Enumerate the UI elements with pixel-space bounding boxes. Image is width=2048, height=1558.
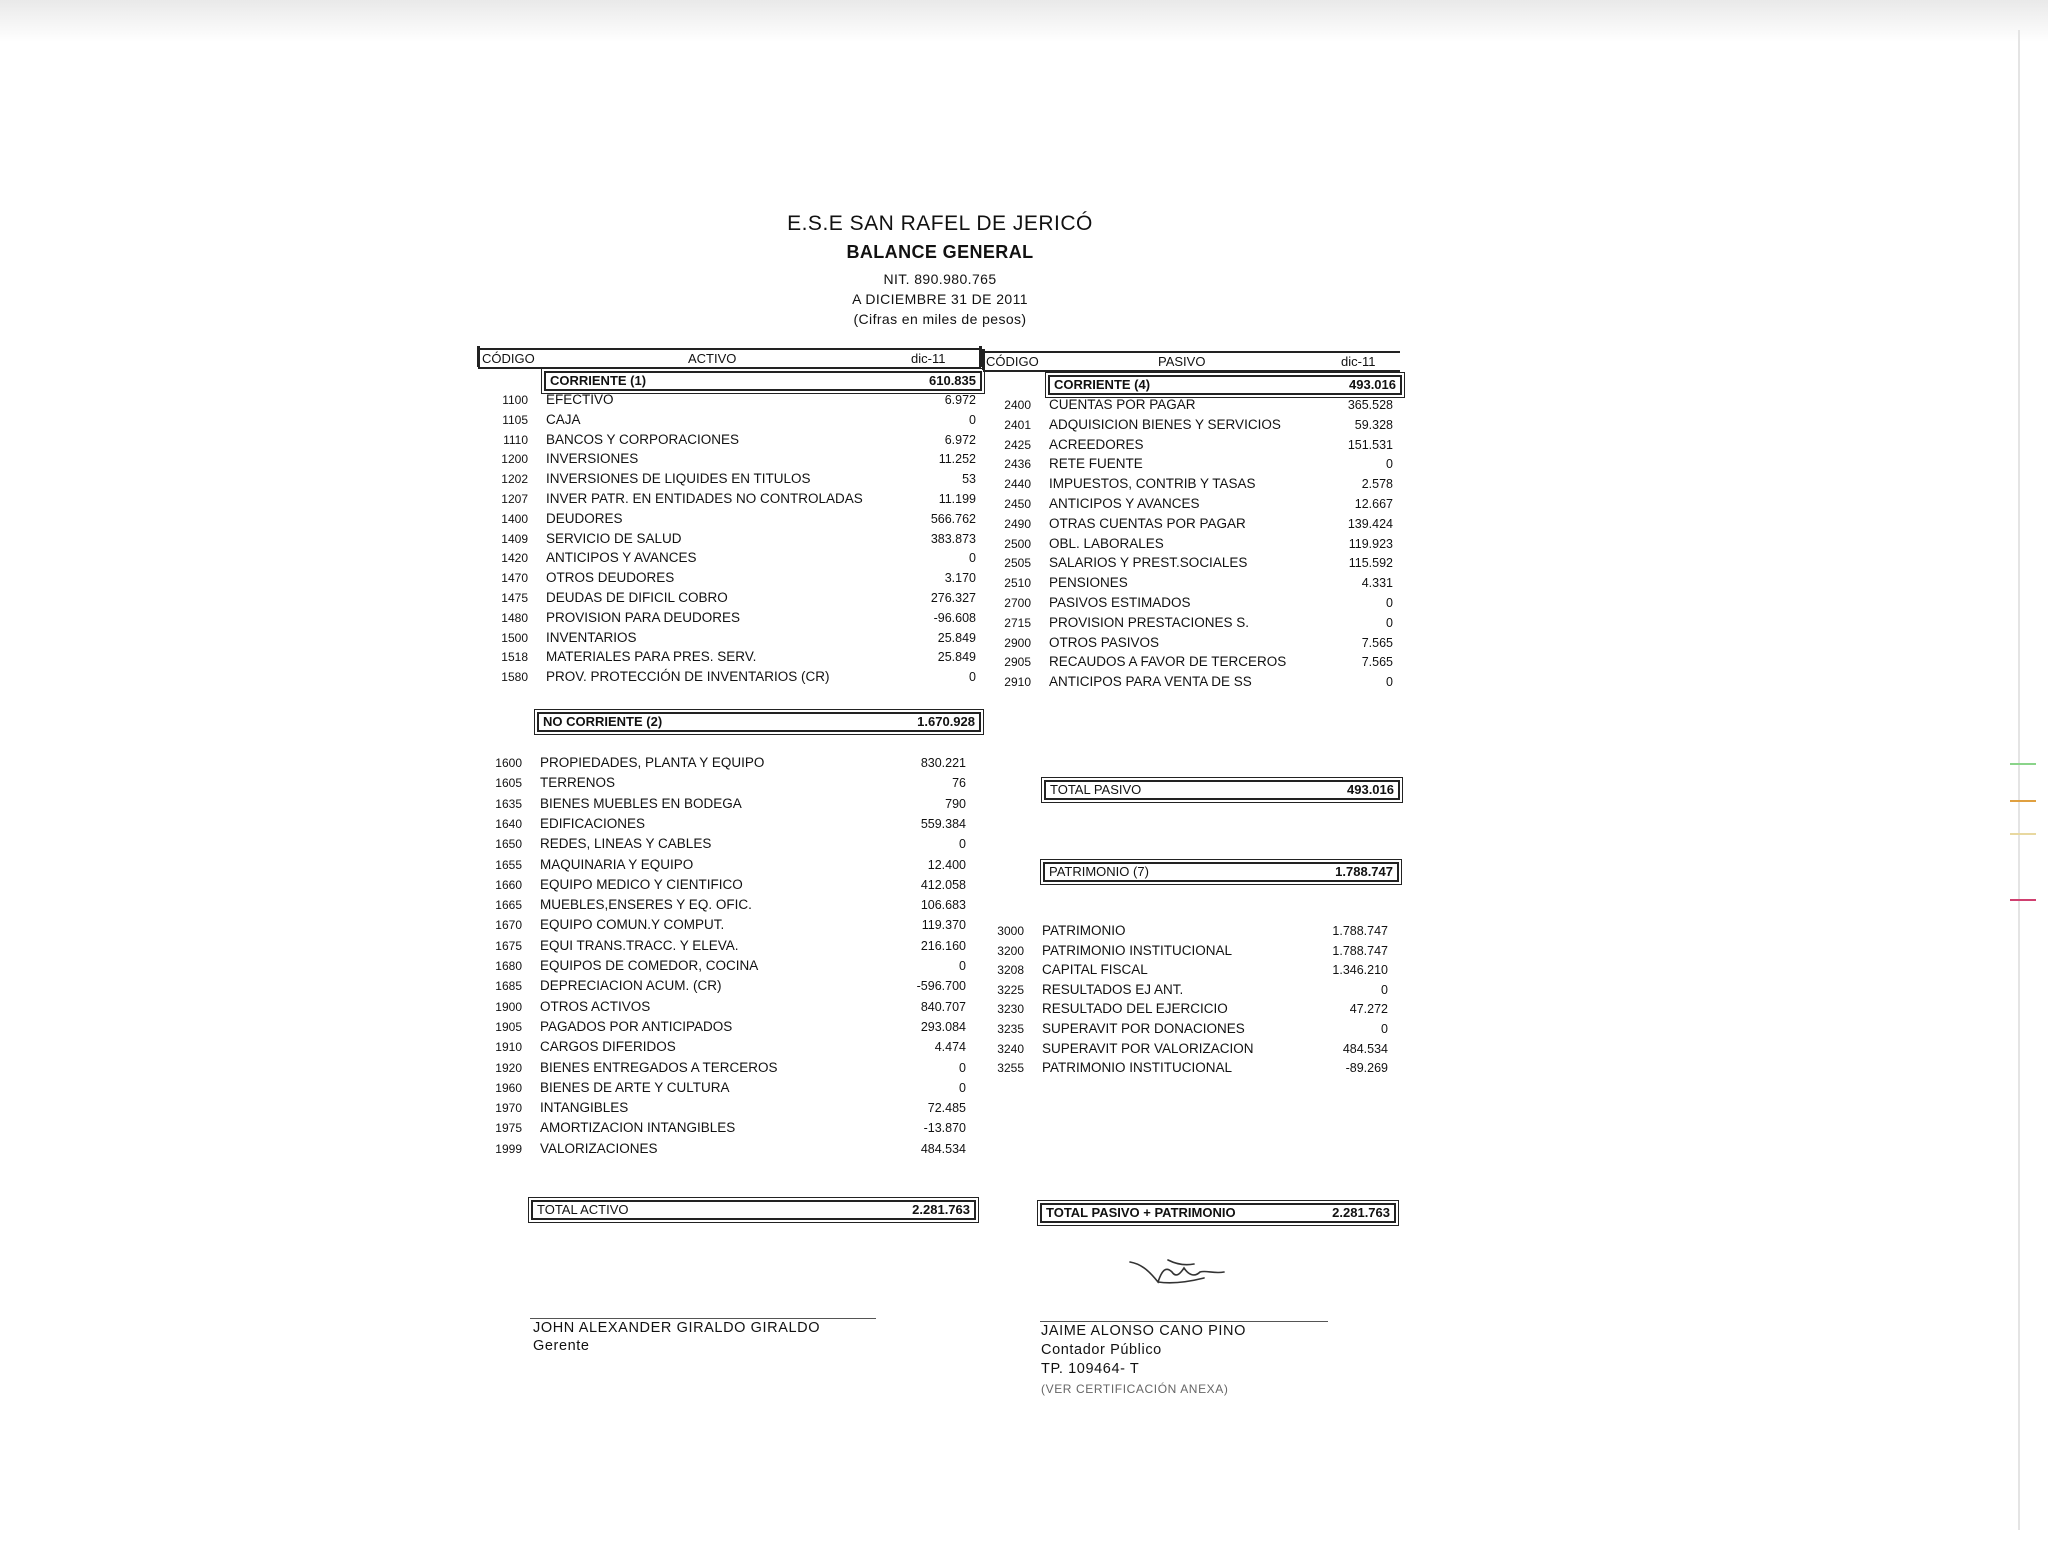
account-value: 0 [969,670,976,685]
account-value: 47.272 [1349,1002,1388,1017]
account-value: 7.565 [1361,655,1393,670]
account-row [488,589,980,607]
account-name: RECAUDOS A FAVOR DE TERCEROS [1049,654,1287,670]
account-code: 1920 [495,1060,522,1075]
total-value: 2.281.763 [912,1202,970,1217]
account-row [991,634,1397,652]
account-row [984,1059,1392,1077]
total-label: TOTAL PASIVO + PATRIMONIO [1046,1205,1236,1220]
account-value: -13.870 [923,1121,966,1136]
account-code: 2505 [1004,556,1031,571]
account-name: CARGOS DIFERIDOS [540,1039,676,1055]
account-row [488,490,980,508]
account-value: 2.578 [1361,477,1393,492]
account-row [488,648,980,666]
account-value: 0 [969,412,976,427]
account-code: 2510 [1004,576,1031,591]
account-row [984,922,1392,940]
report-title: BALANCE GENERAL [846,242,1034,262]
divider [477,346,480,367]
activo-column-header [478,348,981,369]
account-row [482,1079,974,1097]
certification-note: (VER CERTIFICACIÓN ANEXA) [1041,1382,1229,1396]
account-name: PROV. PROTECCIÓN DE INVENTARIOS (CR) [546,669,830,685]
total-label: TOTAL PASIVO [1050,782,1142,797]
account-name: MUEBLES,ENSERES Y EQ. OFIC. [540,897,752,913]
total-label: TOTAL ACTIVO [537,1202,629,1217]
account-value: 0 [1381,982,1388,997]
account-row [482,1018,974,1036]
account-row [991,436,1397,454]
account-code: 1675 [495,938,522,953]
section-value: 1.670.928 [917,714,975,729]
account-code: 1207 [501,492,528,506]
pasivo-column-label: PASIVO [1158,354,1206,369]
account-code: 1960 [495,1080,522,1095]
account-name: EQUI TRANS.TRACC. Y ELEVA. [540,937,739,953]
account-value: 6.972 [944,393,976,407]
account-name: CUENTAS POR PAGAR [1049,397,1196,412]
account-code: 1580 [501,670,528,685]
account-row [488,411,980,429]
nit-line: NIT. 890.980.765 [883,271,997,287]
account-code: 1110 [503,432,528,447]
account-row [991,614,1397,632]
account-value: 0 [1386,675,1393,690]
account-code: 1475 [501,591,528,605]
total-pasivo-box [1044,780,1400,800]
account-code: 2425 [1004,437,1031,452]
account-name: OTROS DEUDORES [546,570,675,586]
account-code: 1975 [495,1121,522,1136]
account-code: 2440 [1004,477,1031,492]
account-name: INVERSIONES [546,451,639,467]
account-code: 2490 [1004,516,1031,531]
section-label: CORRIENTE (1) [550,373,647,388]
account-name: PATRIMONIO INSTITUCIONAL [1042,942,1233,958]
account-name: INVENTARIOS [546,629,637,645]
account-code: 1518 [501,650,528,665]
account-name: SALARIOS Y PREST.SOCIALES [1049,555,1248,571]
account-row [482,1119,974,1137]
account-row [488,431,980,449]
margin-mark [2010,833,2036,835]
account-name: EDIFICACIONES [540,815,646,831]
account-row [991,396,1397,414]
account-value: 1.346.210 [1332,963,1388,978]
account-code: 1655 [495,857,522,872]
signatory-right-tp: TP. 109464- T [1041,1361,1140,1377]
account-name: PATRIMONIO [1042,923,1126,938]
account-value: 0 [959,837,966,852]
signatory-left-role: Gerente [533,1338,590,1354]
account-row [482,916,974,934]
account-row [482,856,974,874]
account-row [984,1000,1392,1018]
total-activo-box [531,1200,976,1220]
account-name: BANCOS Y CORPORACIONES [546,431,740,447]
account-name: MAQUINARIA Y EQUIPO [540,856,694,872]
account-value: 0 [959,1080,966,1095]
account-code: 2700 [1004,596,1031,610]
account-name: PENSIONES [1049,575,1128,591]
account-row [482,1038,974,1056]
section-value: 1.788.747 [1335,864,1393,879]
account-value: 4.331 [1361,576,1393,591]
activo-corriente-box [544,371,982,391]
account-value: 484.534 [920,1141,966,1156]
account-name: ANTICIPOS Y AVANCES [1049,496,1200,511]
divider [982,349,985,370]
account-code: 1905 [495,1019,522,1034]
account-value: 7.565 [1361,635,1393,650]
section-label: CORRIENTE (4) [1054,377,1151,392]
account-code: 2450 [1004,497,1031,511]
account-code: 2715 [1004,615,1031,630]
account-value: 484.534 [1342,1041,1388,1056]
account-value: 0 [969,551,976,566]
account-row [991,594,1397,612]
account-code: 1685 [495,979,522,994]
account-name: INTANGIBLES [540,1100,629,1116]
account-name: BIENES DE ARTE Y CULTURA [540,1079,730,1095]
account-name: OTROS ACTIVOS [540,998,651,1014]
account-value: 365.528 [1347,398,1393,412]
account-name: PROVISION PRESTACIONES S. [1049,614,1250,630]
account-name: SUPERAVIT POR DONACIONES [1042,1021,1245,1036]
account-value: 11.252 [938,452,976,467]
account-name: SUPERAVIT POR VALORIZACION [1042,1040,1254,1056]
account-code: 1910 [495,1040,522,1055]
account-name: INVER PATR. EN ENTIDADES NO CONTROLADAS [546,491,863,506]
account-name: PROPIEDADES, PLANTA Y EQUIPO [540,755,765,770]
pasivo-column-header [983,351,1400,372]
account-name: TERRENOS [540,775,616,791]
account-row [488,609,980,627]
account-row [991,416,1397,434]
account-code: 2910 [1004,675,1031,690]
account-code: 3240 [997,1041,1024,1056]
account-row [991,554,1397,572]
account-code: 1470 [501,571,528,586]
account-name: OTROS PASIVOS [1049,634,1160,650]
section-value: 493.016 [1349,377,1396,392]
account-code: 1970 [495,1101,522,1116]
account-name: ANTICIPOS PARA VENTA DE SS [1049,674,1252,690]
account-code: 3000 [997,924,1024,938]
code-column-label: CÓDIGO [482,351,535,366]
account-row [488,470,980,488]
account-value: 790 [945,796,966,811]
activo-no-corriente-box [537,712,981,732]
account-row [482,1140,974,1158]
account-name: PATRIMONIO INSTITUCIONAL [1042,1060,1233,1076]
account-code: 1105 [502,412,528,427]
account-code: 1500 [501,630,528,645]
account-row [991,673,1397,691]
account-name: ACREEDORES [1049,436,1144,452]
account-name: IMPUESTOS, CONTRIB Y TASAS [1049,476,1256,492]
account-value: 59.328 [1354,417,1393,432]
account-code: 1200 [501,452,528,467]
account-row [482,876,974,894]
account-code: 2900 [1004,635,1031,650]
account-code: 1100 [502,393,528,407]
account-code: 1650 [495,837,522,852]
account-value: 0 [1381,1022,1388,1036]
account-value: 1.788.747 [1332,924,1388,938]
account-row [991,495,1397,513]
account-name: REDES, LINEAS Y CABLES [540,836,712,852]
entity-title: E.S.E SAN RAFEL DE JERICÓ [787,212,1093,235]
pasivo-corriente-box [1048,375,1402,395]
account-row [482,896,974,914]
account-code: 1420 [501,551,528,566]
total-value: 2.281.763 [1332,1205,1390,1220]
account-name: PROVISION PARA DEUDORES [546,609,741,625]
account-row [488,391,980,409]
section-value: 610.835 [929,373,976,388]
units-line: (Cifras en miles de pesos) [853,311,1027,327]
margin-mark [2010,800,2036,802]
account-value: -89.269 [1345,1061,1388,1076]
account-code: 2500 [1004,536,1031,551]
account-code: 1202 [501,472,528,487]
total-value: 493.016 [1347,782,1394,797]
account-row [488,629,980,647]
account-value: 12.400 [927,857,966,872]
account-value: 566.762 [930,511,976,526]
account-name: DEPRECIACION ACUM. (CR) [540,978,722,994]
account-code: 1660 [495,877,522,892]
account-row [482,795,974,813]
account-name: DEUDAS DE DIFICIL COBRO [546,590,728,605]
account-row [482,977,974,995]
account-value: 25.849 [937,630,976,645]
account-name: ANTICIPOS Y AVANCES [546,550,697,566]
account-name: AMORTIZACION INTANGIBLES [540,1120,736,1136]
account-value: 0 [959,1060,966,1075]
account-row [482,1099,974,1117]
account-value: 6.972 [944,432,976,447]
signatory-right-role: Contador Público [1041,1342,1162,1358]
account-row [488,569,980,587]
date-line: A DICIEMBRE 31 DE 2011 [852,291,1028,307]
account-value: 53 [962,472,976,487]
period-column-label: dic-11 [1341,354,1376,369]
account-name: SERVICIO DE SALUD [546,530,682,546]
account-value: 0 [1386,457,1393,472]
account-name: BIENES MUEBLES EN BODEGA [540,795,742,811]
account-value: 383.873 [930,531,976,546]
account-code: 1640 [495,816,522,831]
account-name: MATERIALES PARA PRES. SERV. [546,649,757,665]
account-name: INVERSIONES DE LIQUIDES EN TITULOS [546,471,811,487]
account-row [984,1040,1392,1058]
account-row [482,754,974,772]
account-row [488,549,980,567]
account-name: EQUIPOS DE COMEDOR, COCINA [540,958,759,973]
account-name: PASIVOS ESTIMADOS [1049,595,1191,610]
account-row [488,450,980,468]
period-column-label: dic-11 [911,351,946,366]
account-value: 151.531 [1347,437,1393,452]
account-row [991,653,1397,671]
account-row [984,961,1392,979]
account-row [482,937,974,955]
account-row [482,835,974,853]
account-code: 3208 [997,963,1024,978]
account-code: 1680 [495,959,522,973]
account-value: 0 [959,959,966,973]
account-value: 11.199 [938,492,976,506]
account-row [488,510,980,528]
account-name: ADQUISICION BIENES Y SERVICIOS [1049,416,1281,432]
signatory-right-name: JAIME ALONSO CANO PINO [1041,1323,1246,1339]
account-code: 1900 [495,999,522,1014]
account-code: 2905 [1004,655,1031,670]
account-value: 0 [1386,615,1393,630]
scan-edge-top [0,0,2048,42]
account-value: 4.474 [934,1040,966,1055]
account-value: -596.700 [916,979,966,994]
account-row [482,774,974,792]
account-code: 3225 [997,982,1024,997]
account-name: OTRAS CUENTAS POR PAGAR [1049,515,1246,531]
account-row [991,574,1397,592]
account-code: 1670 [495,918,522,933]
account-value: 412.058 [920,877,966,892]
account-name: CAPITAL FISCAL [1042,962,1148,978]
account-code: 3230 [997,1002,1024,1017]
account-value: 115.592 [1348,556,1393,571]
account-code: 1409 [501,531,528,546]
account-value: 119.923 [1348,536,1393,551]
account-code: 1600 [495,756,522,770]
account-row [482,957,974,975]
account-value: 25.849 [937,650,976,665]
account-value: 72.485 [927,1101,966,1116]
account-name: CAJA [546,411,581,427]
account-value: 276.327 [930,591,976,605]
account-row [482,1059,974,1077]
section-label: PATRIMONIO (7) [1049,864,1149,879]
account-code: 2436 [1004,457,1031,472]
account-value: 1.788.747 [1332,943,1388,958]
account-row [488,668,980,686]
code-column-label: CÓDIGO [986,354,1039,369]
account-row [991,455,1397,473]
account-code: 2401 [1004,417,1031,432]
account-name: EQUIPO MEDICO Y CIENTIFICO [540,876,743,892]
account-value: 76 [952,776,966,791]
scan-edge-right [2018,30,2020,1530]
account-value: 216.160 [920,938,966,953]
account-name: EQUIPO COMUN.Y COMPUT. [540,917,725,933]
account-row [991,515,1397,533]
account-name: BIENES ENTREGADOS A TERCEROS [540,1059,778,1075]
account-code: 3235 [997,1022,1024,1036]
margin-mark [2010,899,2036,901]
handwritten-signature [1128,1252,1228,1290]
account-value: 3.170 [944,571,976,586]
account-code: 1400 [501,511,528,526]
account-value: 12.667 [1354,497,1393,511]
total-pasivo-patrimonio-box [1040,1203,1396,1223]
account-code: 3200 [997,943,1024,958]
account-code: 1665 [495,898,522,913]
section-label: NO CORRIENTE (2) [543,714,663,729]
account-value: 119.370 [921,918,966,933]
signatory-left-name: JOHN ALEXANDER GIRALDO GIRALDO [533,1320,821,1336]
account-row [984,981,1392,999]
account-row [991,535,1397,553]
account-name: OBL. LABORALES [1049,535,1164,551]
activo-column-label: ACTIVO [688,351,737,366]
account-name: RETE FUENTE [1049,456,1143,472]
account-name: RESULTADO DEL EJERCICIO [1042,1001,1228,1017]
patrimonio-box [1043,862,1399,882]
account-value: 139.424 [1347,516,1393,531]
account-name: VALORIZACIONES [540,1140,658,1156]
account-row [482,998,974,1016]
account-value: 830.221 [920,756,966,770]
account-code: 2400 [1004,398,1031,412]
account-row [984,1020,1392,1038]
account-name: DEUDORES [546,510,623,526]
account-code: 1605 [495,776,522,791]
account-code: 1480 [501,610,528,625]
account-value: -96.608 [933,610,976,625]
account-row [482,815,974,833]
account-row [991,475,1397,493]
account-value: 840.707 [920,999,966,1014]
account-name: PAGADOS POR ANTICIPADOS [540,1018,733,1034]
account-name: EFECTIVO [546,392,614,407]
account-row [488,530,980,548]
account-value: 0 [1386,596,1393,610]
account-code: 1635 [495,796,522,811]
account-code: 3255 [997,1061,1024,1076]
account-value: 559.384 [920,816,966,831]
margin-mark [2010,763,2036,765]
account-value: 106.683 [920,898,966,913]
account-row [984,942,1392,960]
account-value: 293.084 [920,1019,966,1034]
account-code: 1999 [495,1141,522,1156]
account-name: RESULTADOS EJ ANT. [1042,981,1184,997]
